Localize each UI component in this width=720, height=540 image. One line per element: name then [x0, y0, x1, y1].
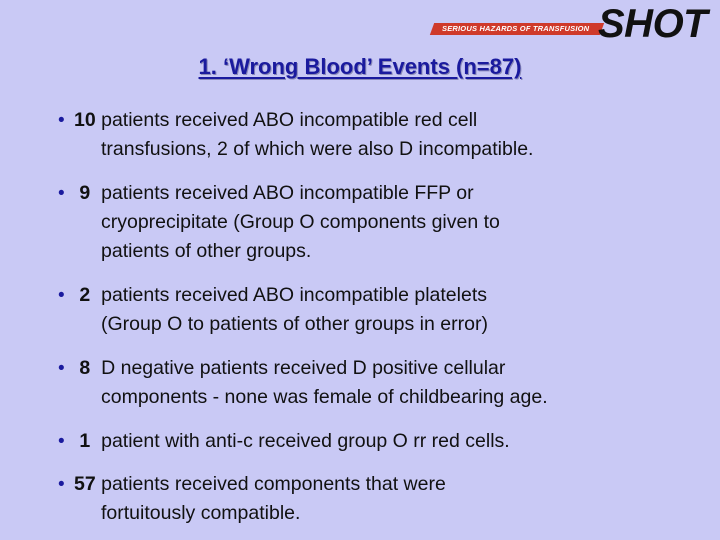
bullet-number: 57: [74, 473, 96, 495]
bullet-line: patients received ABO incompatible red cell: [95, 109, 478, 131]
bullet-line: patient with anti-c received group O rr red cells.: [90, 430, 510, 452]
bullet-line: patients received ABO incompatible FFP or: [90, 182, 474, 204]
bullet-dot-icon: •: [58, 474, 65, 495]
bullet-line: D negative patients received D positive cellular: [90, 357, 506, 379]
bullet-list: [58, 106, 708, 528]
bullet-number: 10: [74, 109, 96, 131]
slide-title: 1. ‘Wrong Blood’ Events (n=87): [198, 54, 522, 79]
bullet-item: [58, 179, 708, 266]
bullet-number: 2: [74, 284, 91, 306]
bullet-number: 1: [74, 430, 91, 452]
bullet-dot-icon: •: [58, 285, 65, 306]
bullet-item: [58, 281, 708, 339]
bullet-line: patients received components that were: [95, 473, 446, 495]
bullet-line: patients received ABO incompatible platelets: [90, 284, 487, 306]
bullet-continuation: cryoprecipitate (Group O components given to: [101, 211, 500, 233]
bullet-item: [58, 106, 708, 164]
shot-logo: [432, 2, 712, 46]
bullet-continuation: (Group O to patients of other groups in error): [101, 313, 488, 335]
bullet-continuation: components - none was female of childbearing age.: [101, 386, 548, 408]
bullet-item: [58, 354, 708, 412]
bullet-item: [58, 470, 708, 528]
logo-wordmark: SHOT: [598, 2, 708, 46]
bullet-number: 8: [74, 357, 91, 379]
bullet-item: [58, 427, 708, 456]
bullet-continuation: transfusions, 2 of which were also D incompatible.: [101, 138, 534, 160]
bullet-dot-icon: •: [58, 110, 65, 131]
bullet-continuation: fortuitously compatible.: [101, 502, 301, 524]
bullet-dot-icon: •: [58, 183, 65, 204]
bullet-dot-icon: •: [58, 431, 65, 452]
bullet-number: 9: [74, 182, 91, 204]
bullet-dot-icon: •: [58, 358, 65, 379]
bullet-continuation: patients of other groups.: [101, 240, 312, 262]
logo-tagline: SERIOUS HAZARDS OF TRANSFUSION: [442, 24, 590, 33]
